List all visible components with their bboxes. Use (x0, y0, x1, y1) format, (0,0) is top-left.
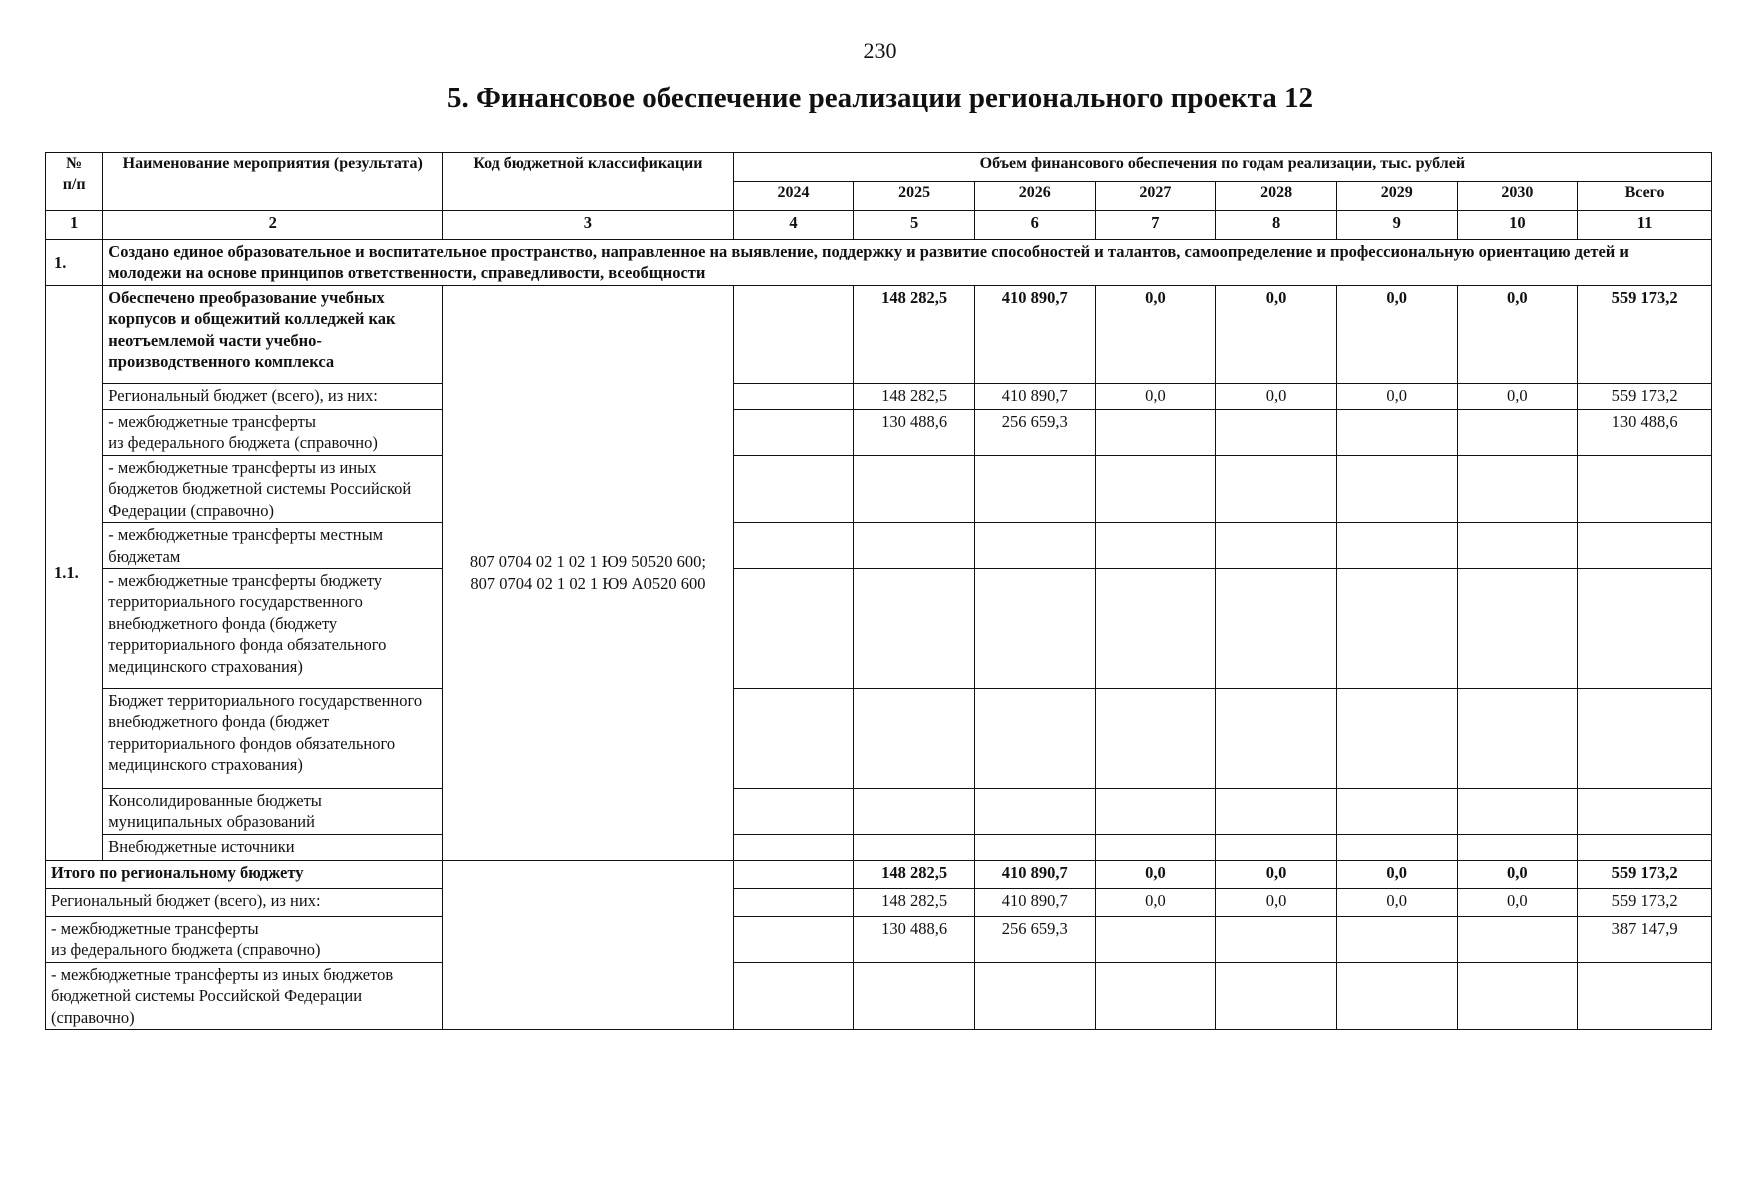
section-row (46, 240, 1712, 286)
total-cell: 559 173,2 (1578, 285, 1712, 383)
total-cell: 559 173,2 (1578, 860, 1712, 888)
total-cell: 559 173,2 (1578, 383, 1712, 409)
row-name: Обеспечено преобразование учебных корпусов и общежитий колледжей как неотъемлемой части учебно-производственного комплекса (103, 285, 443, 383)
item-number: 1.1. (46, 285, 103, 860)
total-cell (1578, 962, 1712, 1029)
section-number: 1. (46, 240, 103, 286)
value-cell (854, 788, 975, 834)
value-cell (733, 455, 854, 522)
row-name: - межбюджетные трансферты из федерального бюджета (справочно) (46, 916, 443, 962)
total-cell (1578, 688, 1712, 788)
value-cell (854, 455, 975, 522)
value-cell (1457, 962, 1578, 1029)
total-cell: 387 147,9 (1578, 916, 1712, 962)
total-cell: 130 488,6 (1578, 409, 1712, 455)
value-cell (1216, 962, 1337, 1029)
table-body (46, 240, 1712, 1030)
column-index: 5 (854, 211, 975, 240)
value-cell (1095, 834, 1216, 860)
value-cell: 256 659,3 (974, 916, 1095, 962)
value-cell: 148 282,5 (854, 888, 975, 916)
value-cell (974, 962, 1095, 1029)
value-cell (1457, 688, 1578, 788)
value-cell (1457, 568, 1578, 688)
header-year: 2024 (733, 182, 854, 211)
row-name: Региональный бюджет (всего), из них: (46, 888, 443, 916)
budget-code-empty (443, 860, 734, 1029)
header-year: 2030 (1457, 182, 1578, 211)
value-cell (733, 834, 854, 860)
value-cell (1095, 523, 1216, 569)
total-cell (1578, 788, 1712, 834)
row-name: - межбюджетные трансферты из иных бюджетов бюджетной системы Российской Федерации (справочно) (103, 455, 443, 522)
row-name: - межбюджетные трансферты из иных бюджетов бюджетной системы Российской Федерации (справочно) (46, 962, 443, 1029)
header-name: Наименование мероприятия (результата) (103, 153, 443, 211)
column-index: 11 (1578, 211, 1712, 240)
header-year: 2026 (974, 182, 1095, 211)
table-row (46, 383, 1712, 409)
header-year: 2027 (1095, 182, 1216, 211)
totals-row (46, 860, 1712, 888)
value-cell: 0,0 (1457, 860, 1578, 888)
value-cell (974, 568, 1095, 688)
column-index-row (46, 211, 1712, 240)
value-cell: 148 282,5 (854, 860, 975, 888)
value-cell: 130 488,6 (854, 916, 975, 962)
row-name: Бюджет территориального государственного внебюджетного фонда (бюджет территориального фондов обязательного медицинского страхования) (103, 688, 443, 788)
value-cell (1336, 916, 1457, 962)
value-cell (1216, 834, 1337, 860)
value-cell: 410 890,7 (974, 888, 1095, 916)
totals-row (46, 888, 1712, 916)
row-name: - межбюджетные трансферты местным бюджетам (103, 523, 443, 569)
section-title: Создано единое образовательное и воспитательное пространство, направленное на выявление, поддержку и развитие способностей и талантов, самоопределение и профессиональную ориентацию детей и молодежи на основе принципов ответственности, справедливости, всеобщности (103, 240, 1712, 286)
value-cell (733, 888, 854, 916)
value-cell (733, 568, 854, 688)
value-cell (1216, 688, 1337, 788)
value-cell: 256 659,3 (974, 409, 1095, 455)
value-cell: 0,0 (1336, 860, 1457, 888)
table-row (46, 568, 1712, 688)
column-index: 8 (1216, 211, 1337, 240)
value-cell (1336, 788, 1457, 834)
value-cell: 0,0 (1095, 860, 1216, 888)
total-cell (1578, 834, 1712, 860)
value-cell: 410 890,7 (974, 285, 1095, 383)
page-title: 5. Финансовое обеспечение реализации регионального проекта 12 (447, 82, 1313, 114)
value-cell: 0,0 (1336, 888, 1457, 916)
value-cell (1095, 568, 1216, 688)
value-cell (974, 834, 1095, 860)
row-name: Консолидированные бюджеты муниципальных образований (103, 788, 443, 834)
value-cell (1216, 568, 1337, 688)
totals-row (46, 916, 1712, 962)
value-cell (1336, 455, 1457, 522)
header-year: 2028 (1216, 182, 1337, 211)
value-cell (974, 523, 1095, 569)
value-cell: 410 890,7 (974, 383, 1095, 409)
value-cell: 410 890,7 (974, 860, 1095, 888)
value-cell (1457, 834, 1578, 860)
value-cell: 0,0 (1216, 860, 1337, 888)
header-total: Всего (1578, 182, 1712, 211)
row-name: Региональный бюджет (всего), из них: (103, 383, 443, 409)
value-cell (1336, 834, 1457, 860)
value-cell (733, 688, 854, 788)
value-cell (1095, 455, 1216, 522)
value-cell (1336, 568, 1457, 688)
totals-row (46, 962, 1712, 1029)
value-cell (854, 523, 975, 569)
row-name: - межбюджетные трансферты бюджету территориального государственного внебюджетного фонда (бюджету территориального фонда обязательного медицинского страхования) (103, 568, 443, 688)
value-cell (1457, 455, 1578, 522)
value-cell: 0,0 (1336, 383, 1457, 409)
value-cell (1216, 523, 1337, 569)
value-cell: 0,0 (1216, 888, 1337, 916)
value-cell (1336, 409, 1457, 455)
header-year: 2029 (1336, 182, 1457, 211)
value-cell (1336, 962, 1457, 1029)
value-cell: 0,0 (1457, 383, 1578, 409)
table-row (46, 285, 1712, 383)
table-row (46, 688, 1712, 788)
page-number: 230 (863, 38, 897, 63)
total-cell (1578, 523, 1712, 569)
value-cell (1095, 688, 1216, 788)
table-row (46, 523, 1712, 569)
header-num: № п/п (46, 153, 103, 211)
value-cell (733, 916, 854, 962)
value-cell (733, 962, 854, 1029)
value-cell: 0,0 (1095, 383, 1216, 409)
value-cell (1216, 409, 1337, 455)
value-cell (733, 285, 854, 383)
value-cell (854, 568, 975, 688)
value-cell (854, 962, 975, 1029)
value-cell (1457, 916, 1578, 962)
value-cell: 0,0 (1095, 285, 1216, 383)
table-row (46, 834, 1712, 860)
column-index: 4 (733, 211, 854, 240)
value-cell (733, 523, 854, 569)
total-cell: 559 173,2 (1578, 888, 1712, 916)
value-cell (1457, 523, 1578, 569)
value-cell (733, 788, 854, 834)
table-row (46, 409, 1712, 455)
header-year: 2025 (854, 182, 975, 211)
value-cell (1216, 916, 1337, 962)
table-row (46, 455, 1712, 522)
row-name: - межбюджетные трансферты из федерального бюджета (справочно) (103, 409, 443, 455)
value-cell (1216, 788, 1337, 834)
column-index: 1 (46, 211, 103, 240)
value-cell: 130 488,6 (854, 409, 975, 455)
row-name: Итого по региональному бюджету (46, 860, 443, 888)
value-cell (974, 788, 1095, 834)
row-name: Внебюджетные источники (103, 834, 443, 860)
value-cell (1095, 788, 1216, 834)
value-cell (974, 688, 1095, 788)
table-row (46, 788, 1712, 834)
value-cell: 0,0 (1095, 888, 1216, 916)
column-index: 7 (1095, 211, 1216, 240)
value-cell (1095, 962, 1216, 1029)
column-index: 9 (1336, 211, 1457, 240)
value-cell (854, 834, 975, 860)
value-cell (1336, 523, 1457, 569)
value-cell (1457, 788, 1578, 834)
value-cell: 0,0 (1457, 285, 1578, 383)
column-index: 10 (1457, 211, 1578, 240)
value-cell (1216, 455, 1337, 522)
financing-table (45, 152, 1712, 1030)
value-cell (1336, 688, 1457, 788)
value-cell (1095, 409, 1216, 455)
value-cell: 0,0 (1216, 285, 1337, 383)
value-cell (733, 860, 854, 888)
value-cell (1095, 916, 1216, 962)
value-cell (1457, 409, 1578, 455)
value-cell (854, 688, 975, 788)
value-cell (733, 383, 854, 409)
value-cell: 0,0 (1457, 888, 1578, 916)
column-index: 6 (974, 211, 1095, 240)
column-index: 3 (443, 211, 734, 240)
value-cell: 148 282,5 (854, 383, 975, 409)
table-header (46, 153, 1712, 240)
value-cell: 0,0 (1216, 383, 1337, 409)
header-volume: Объем финансового обеспечения по годам реализации, тыс. рублей (733, 153, 1711, 182)
value-cell: 0,0 (1336, 285, 1457, 383)
value-cell (974, 455, 1095, 522)
budget-code: 807 0704 02 1 02 1 Ю9 50520 600; 807 0704 02 1 02 1 Ю9 A0520 600 (443, 285, 734, 860)
total-cell (1578, 455, 1712, 522)
value-cell (733, 409, 854, 455)
total-cell (1578, 568, 1712, 688)
value-cell: 148 282,5 (854, 285, 975, 383)
column-index: 2 (103, 211, 443, 240)
header-code: Код бюджетной классификации (443, 153, 734, 211)
